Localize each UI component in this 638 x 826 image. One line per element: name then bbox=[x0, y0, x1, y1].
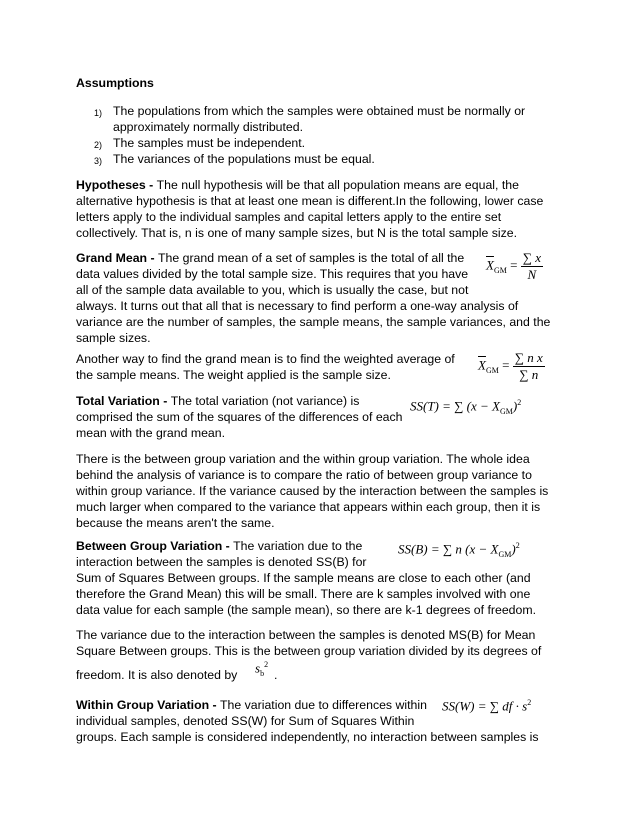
grand-mean-line: all of the sample data available to you, which is usually the case, but not bbox=[76, 283, 469, 297]
grand-mean-line: sample sizes. bbox=[76, 331, 151, 345]
within-group-line bbox=[76, 697, 427, 713]
ms-b-line: Square Between groups. This is the between group variation divided by its degrees of bbox=[76, 644, 542, 658]
assumptions-heading: Assumptions bbox=[76, 76, 154, 90]
grand-mean-label: Grand Mean - bbox=[76, 251, 158, 265]
list-item-line: approximately normally distributed. bbox=[113, 120, 304, 134]
within-group-line: individual samples, denoted SS(W) for Sum of Squares Within bbox=[76, 714, 415, 728]
between-group-text: The variation due to the bbox=[233, 539, 363, 553]
between-group-formula: SS(B) = ∑ n $(x - X_{GM})^2$ bbox=[398, 541, 520, 559]
grand-mean-text: The grand mean of a set of samples is the total of all the bbox=[158, 251, 465, 265]
hypotheses-line: collectively. That is, n is one of many sample sizes, but N is the total sample size. bbox=[76, 226, 518, 240]
hypotheses-line bbox=[76, 177, 519, 193]
between-group-line: Sum of Squares Between groups. If the sample means are close to each other (and bbox=[76, 571, 531, 585]
list-number: 2) bbox=[94, 140, 103, 150]
list-number: 1) bbox=[94, 108, 103, 118]
total-variation-formula: SS(T) = ∑ $(x - X_{GM})^2$ bbox=[410, 398, 522, 416]
total-variation-line: mean with the grand mean. bbox=[76, 426, 226, 440]
hypotheses-line: letters apply to the individual samples and capital letters apply to the entire set bbox=[76, 210, 502, 224]
hypotheses-text: The null hypothesis will be that all population means are equal, the bbox=[156, 178, 519, 192]
grand-mean-line: data values divided by the total sample size. This requires that you have bbox=[76, 267, 469, 281]
hypotheses-line: alternative hypothesis is that at least one mean is different.In the following, lower case bbox=[76, 194, 544, 208]
weighted-mean-formula: $\overline{X}_{GM}$ = $\frac{\text{∑ n x}}{\sum n}$ bbox=[478, 350, 543, 382]
between-group-line: therefore the Grand Mean) this will be small. There are k samples involved with one bbox=[76, 587, 531, 601]
total-variation-line bbox=[76, 393, 359, 409]
body-line: because the means aren't the same. bbox=[76, 516, 275, 530]
hypotheses-label: Hypotheses - bbox=[76, 178, 157, 192]
within-group-line: groups. Each sample is considered independently, no interaction between samples is bbox=[76, 730, 539, 744]
grand-mean-line bbox=[76, 250, 464, 266]
total-variation-line: comprised the sum of the squares of the differences of each bbox=[76, 410, 403, 424]
ms-b-line: The variance due to the interaction between the samples is denoted MS(B) for Mean bbox=[76, 628, 536, 642]
between-group-label: Between Group Variation - bbox=[76, 539, 234, 553]
within-group-label: Within Group Variation - bbox=[76, 698, 221, 712]
total-variation-text: The total variation (not variance) is bbox=[170, 394, 360, 408]
within-group-formula: SS(W) = ∑ df · $s^2$ bbox=[442, 698, 532, 714]
list-item-line: The samples must be independent. bbox=[113, 136, 306, 150]
body-line: within group variance. If the variance caused by the interaction between the samples is bbox=[76, 484, 549, 498]
body-line: behind the analysis of variance is to compare the ratio of between group variance to bbox=[76, 468, 532, 482]
between-group-line bbox=[76, 538, 362, 554]
between-group-line: data value for each sample (the sample mean), so there are k-1 degrees of freedom. bbox=[76, 603, 537, 617]
between-group-line: interaction between the samples is denoted SS(B) for bbox=[76, 555, 367, 569]
ms-b-period: . bbox=[274, 668, 278, 682]
list-item-line: The variances of the populations must be equal. bbox=[113, 152, 375, 166]
total-variation-label: Total Variation - bbox=[76, 394, 171, 408]
body-line: much larger when compared to the variance that appears within each group, then it is bbox=[76, 500, 541, 514]
sb-squared-symbol: $s_b^2$ bbox=[255, 660, 269, 678]
grand-mean-line: always. It turns out that all that is necessary to find perform a one-way analysis of bbox=[76, 299, 519, 313]
within-group-text: The variation due to differences within bbox=[220, 698, 427, 712]
grand-mean-formula: $\overline{X}_{GM}$ = $\frac{\sum x}{N}$ bbox=[486, 250, 541, 282]
list-number: 3) bbox=[94, 156, 103, 166]
list-item-line: The populations from which the samples were obtained must be normally or bbox=[113, 104, 526, 118]
weighted-line: Another way to find the grand mean is to find the weighted average of bbox=[76, 352, 455, 366]
ms-b-line: freedom. It is also denoted by bbox=[76, 668, 238, 682]
body-line: There is the between group variation and the within group variation. The whole idea bbox=[76, 452, 530, 466]
weighted-line: the sample means. The weight applied is the sample size. bbox=[76, 368, 391, 382]
grand-mean-line: variance are the number of samples, the sample means, the sample variances, and the bbox=[76, 315, 551, 329]
